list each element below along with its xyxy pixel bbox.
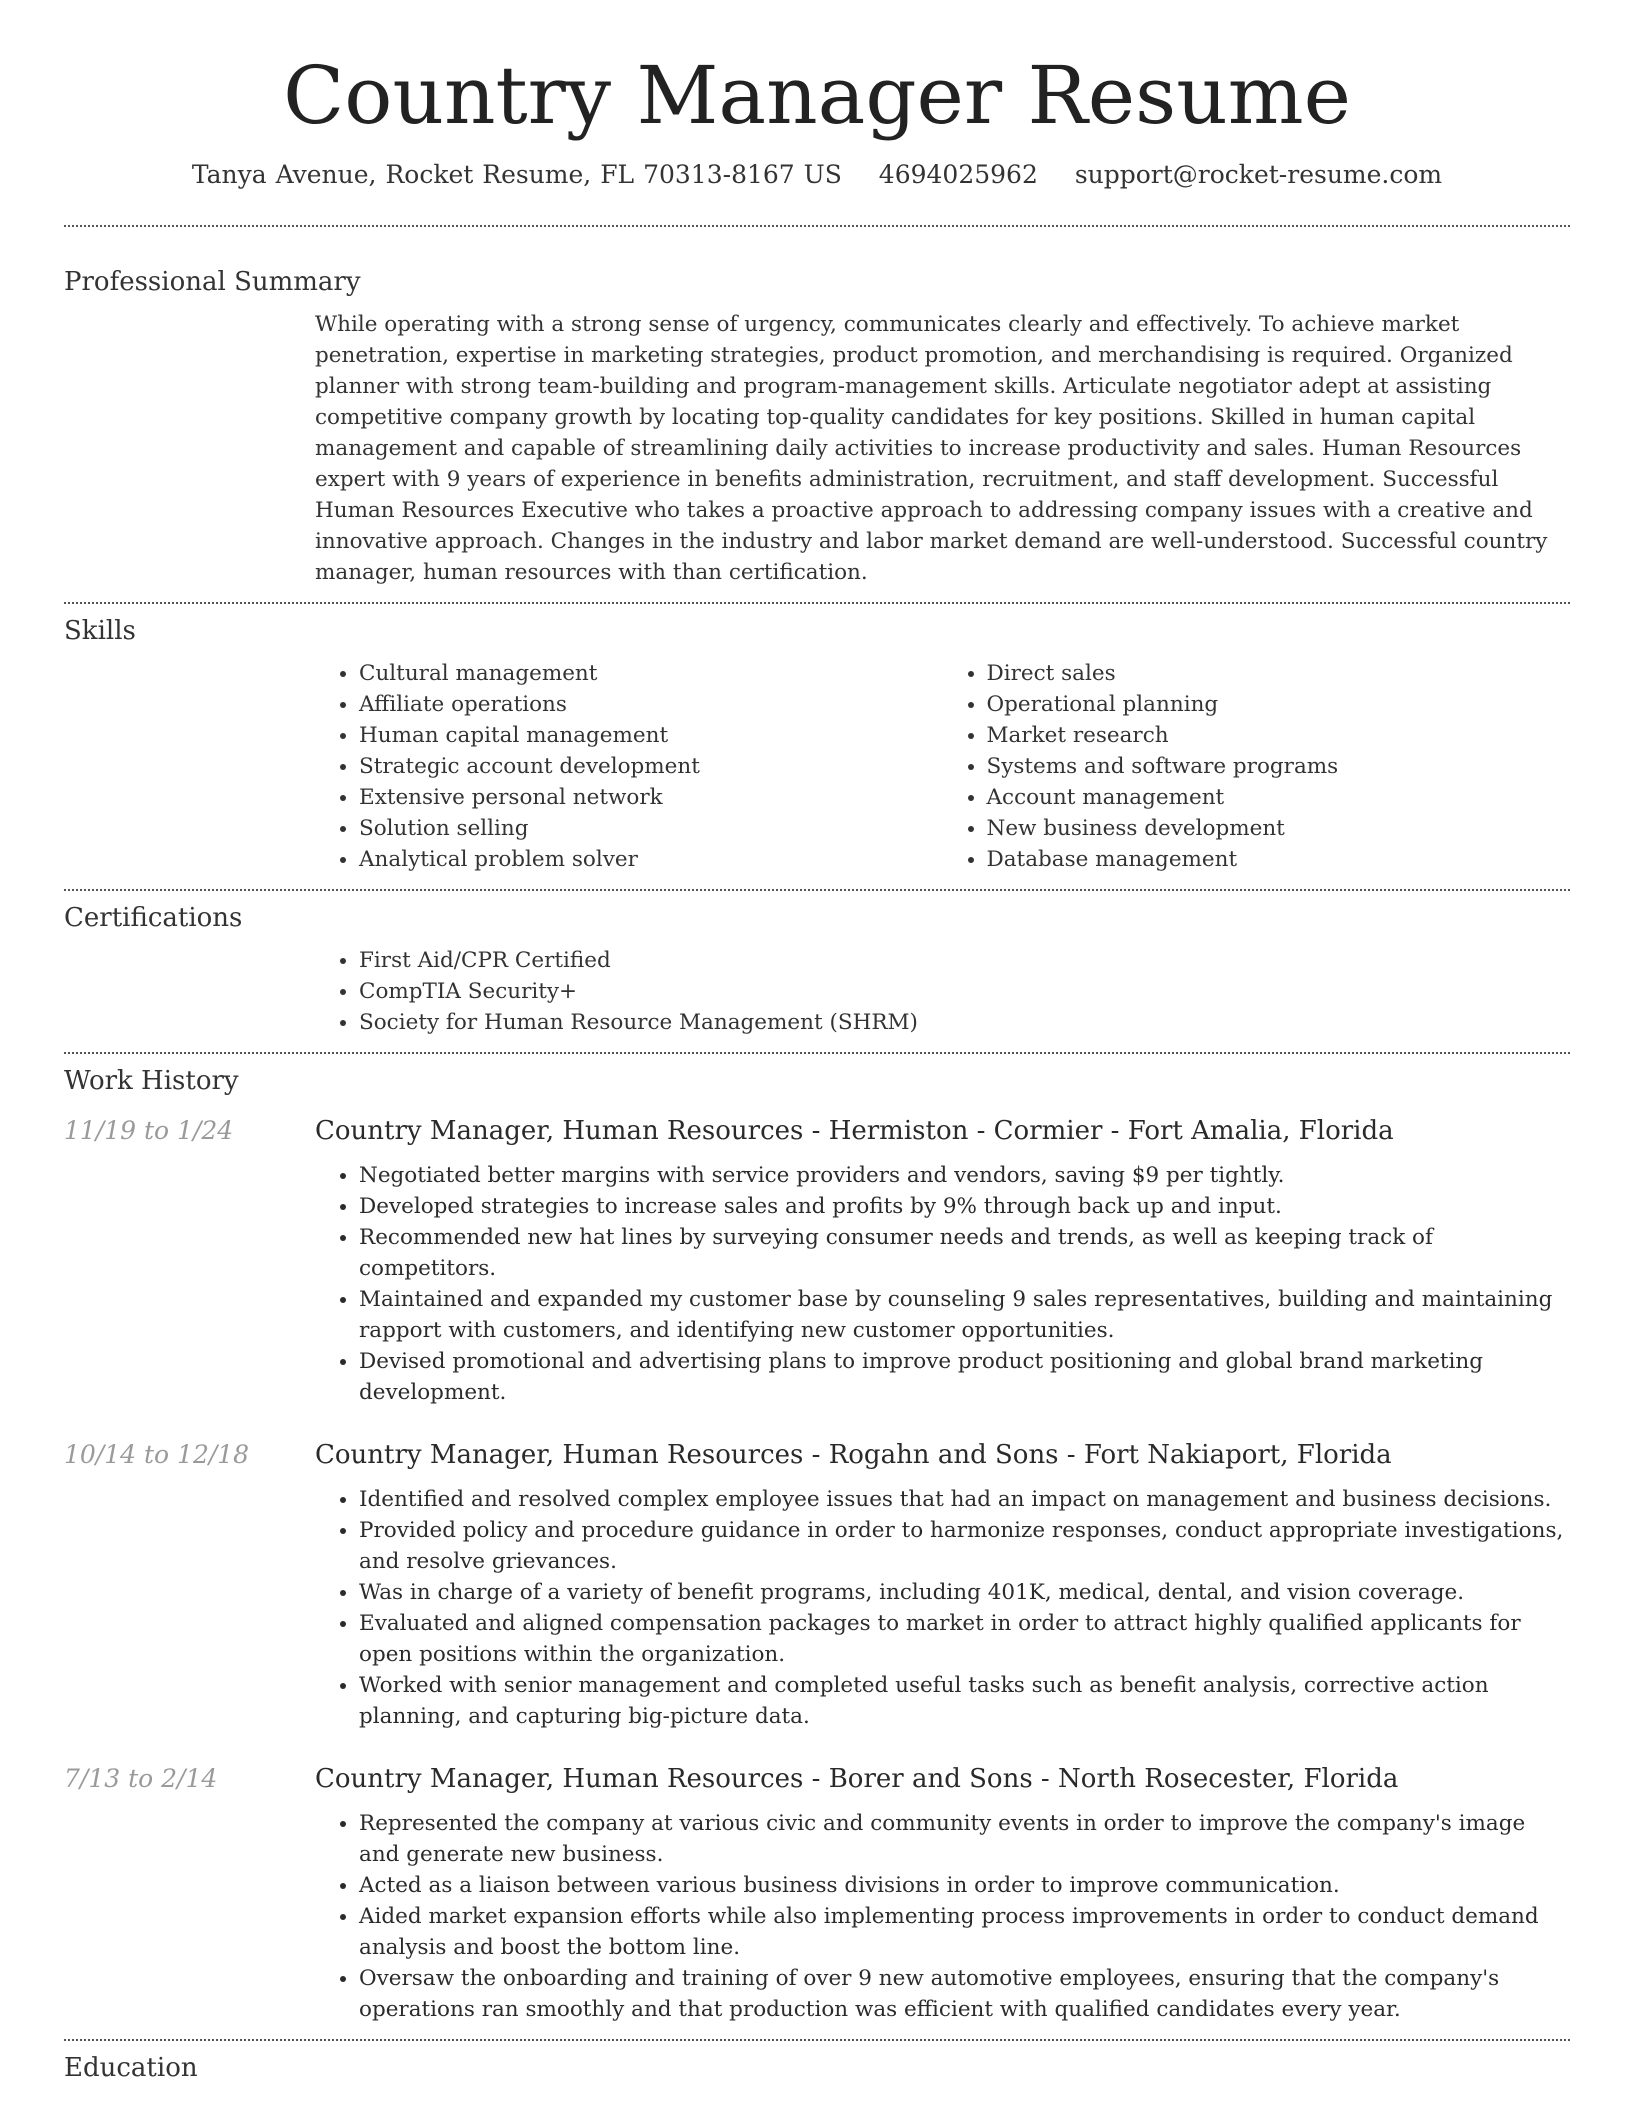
job-entry xyxy=(64,1438,1570,1732)
list-item: • Society for Human Resource Management (SHRM) xyxy=(359,1007,1570,1038)
list-item: • Aided market expansion efforts while also implementing process improvements in order to conduct demand analysis and boost the bottom line. xyxy=(359,1901,1570,1963)
skills-section xyxy=(64,604,1570,889)
phone-text: 4694025962 xyxy=(878,160,1038,189)
list-item: • Account management xyxy=(987,782,1571,813)
section-heading-skills: Skills xyxy=(64,616,136,646)
contact-line xyxy=(64,160,1570,189)
skills-column-left xyxy=(315,658,943,875)
list-item: • Provided policy and procedure guidance in order to harmonize responses, conduct appropriate investigations, and resolve grievances. xyxy=(359,1515,1570,1577)
skills-list xyxy=(315,658,1570,875)
list-item: • Acted as a liaison between various business divisions in order to improve communication. xyxy=(359,1870,1570,1901)
work-history-section xyxy=(64,1054,1570,2039)
section-heading-work-history: Work History xyxy=(64,1066,239,1096)
job-entry xyxy=(64,1114,1570,1408)
list-item: • Affiliate operations xyxy=(359,689,943,720)
list-item: • Operational planning xyxy=(987,689,1571,720)
list-item: • Worked with senior management and completed useful tasks such as benefit analysis, corrective action planning, and capturing big-picture data. xyxy=(359,1670,1570,1732)
list-item: • Database management xyxy=(987,844,1571,875)
list-item: • Evaluated and aligned compensation packages to market in order to attract highly qualified applicants for open positions within the organization. xyxy=(359,1608,1570,1670)
job-title: Country Manager, Human Resources - Rogahn and Sons - Fort Nakiaport, Florida xyxy=(315,1440,1392,1470)
list-item: • Extensive personal network xyxy=(359,782,943,813)
list-item: • Devised promotional and advertising plans to improve product positioning and global brand marketing development. xyxy=(359,1346,1570,1408)
section-heading-education: Education xyxy=(64,2053,198,2083)
job-dates: 11/19 to 1/24 xyxy=(64,1116,234,1145)
list-item: • New business development xyxy=(987,813,1571,844)
list-item: • Developed strategies to increase sales and profits by 9% through back up and input. xyxy=(359,1191,1570,1222)
list-item: • Solution selling xyxy=(359,813,943,844)
job-bullets xyxy=(315,1808,1570,2025)
certifications-section xyxy=(64,891,1570,1052)
skills-column-right xyxy=(943,658,1571,875)
job-entry xyxy=(64,1762,1570,2025)
certifications-list xyxy=(315,945,1570,1038)
list-item: • Recommended new hat lines by surveying consumer needs and trends, as well as keeping track of competitors. xyxy=(359,1222,1570,1284)
address-text: Tanya Avenue, Rocket Resume, FL 70313-8167 US xyxy=(191,160,842,189)
job-title: Country Manager, Human Resources - Borer and Sons - North Rosecester, Florida xyxy=(315,1764,1399,1794)
list-item: • Oversaw the onboarding and training of over 9 new automotive employees, ensuring that the company's operations ran smoothly and that production was efficient with qualified candidates every year. xyxy=(359,1963,1570,2025)
section-heading-certifications: Certifications xyxy=(64,903,243,933)
summary-text: While operating with a strong sense of urgency, communicates clearly and effectively. To achieve market penetration, expertise in marketing strategies, product promotion, and merchandising is required. Organized planner with strong team-building and program-management skills. Articulate negotiator adept at assisting competitive company growth by locating top-quality candidates for key positions. Skilled in human capital management and capable of streamlining daily activities to increase productivity and sales. Human Resources expert with 9 years of experience in benefits administration, recruitment, and staff development. Successful Human Resources Executive who takes a proactive approach to addressing company issues with a creative and innovative approach. Changes in the industry and labor market demand are well-understood. Successful country manager, human resources with than certification. xyxy=(315,312,1548,585)
job-title: Country Manager, Human Resources - Hermiston - Cormier - Fort Amalia, Florida xyxy=(315,1116,1394,1146)
list-item: • First Aid/CPR Certified xyxy=(359,945,1570,976)
list-item: • Was in charge of a variety of benefit programs, including 401K, medical, dental, and vision coverage. xyxy=(359,1577,1570,1608)
list-item: • Analytical problem solver xyxy=(359,844,943,875)
list-item: • Systems and software programs xyxy=(987,751,1571,782)
list-item: • Direct sales xyxy=(987,658,1571,689)
list-item: • Maintained and expanded my customer base by counseling 9 sales representatives, building and maintaining rapport with customers, and identifying new customer opportunities. xyxy=(359,1284,1570,1346)
email-link[interactable]: support@rocket-resume.com xyxy=(1074,160,1443,189)
list-item: • Identified and resolved complex employee issues that had an impact on management and business decisions. xyxy=(359,1484,1570,1515)
page-title: Country Manager Resume xyxy=(283,49,1351,142)
section-heading-summary: Professional Summary xyxy=(64,267,361,297)
resume-page xyxy=(64,0,1570,2083)
job-bullets xyxy=(315,1160,1570,1408)
list-item: • Human capital management xyxy=(359,720,943,751)
list-item: • Negotiated better margins with service providers and vendors, saving $9 per tightly. xyxy=(359,1160,1570,1191)
list-item: • CompTIA Security+ xyxy=(359,976,1570,1007)
list-item: • Represented the company at various civic and community events in order to improve the company's image and generate new business. xyxy=(359,1808,1570,1870)
job-bullets xyxy=(315,1484,1570,1732)
summary-section xyxy=(64,227,1570,602)
list-item: • Cultural management xyxy=(359,658,943,689)
list-item: • Strategic account development xyxy=(359,751,943,782)
job-dates: 10/14 to 12/18 xyxy=(64,1440,250,1469)
education-section xyxy=(64,2041,1570,2083)
job-dates: 7/13 to 2/14 xyxy=(64,1764,218,1793)
list-item: • Market research xyxy=(987,720,1571,751)
